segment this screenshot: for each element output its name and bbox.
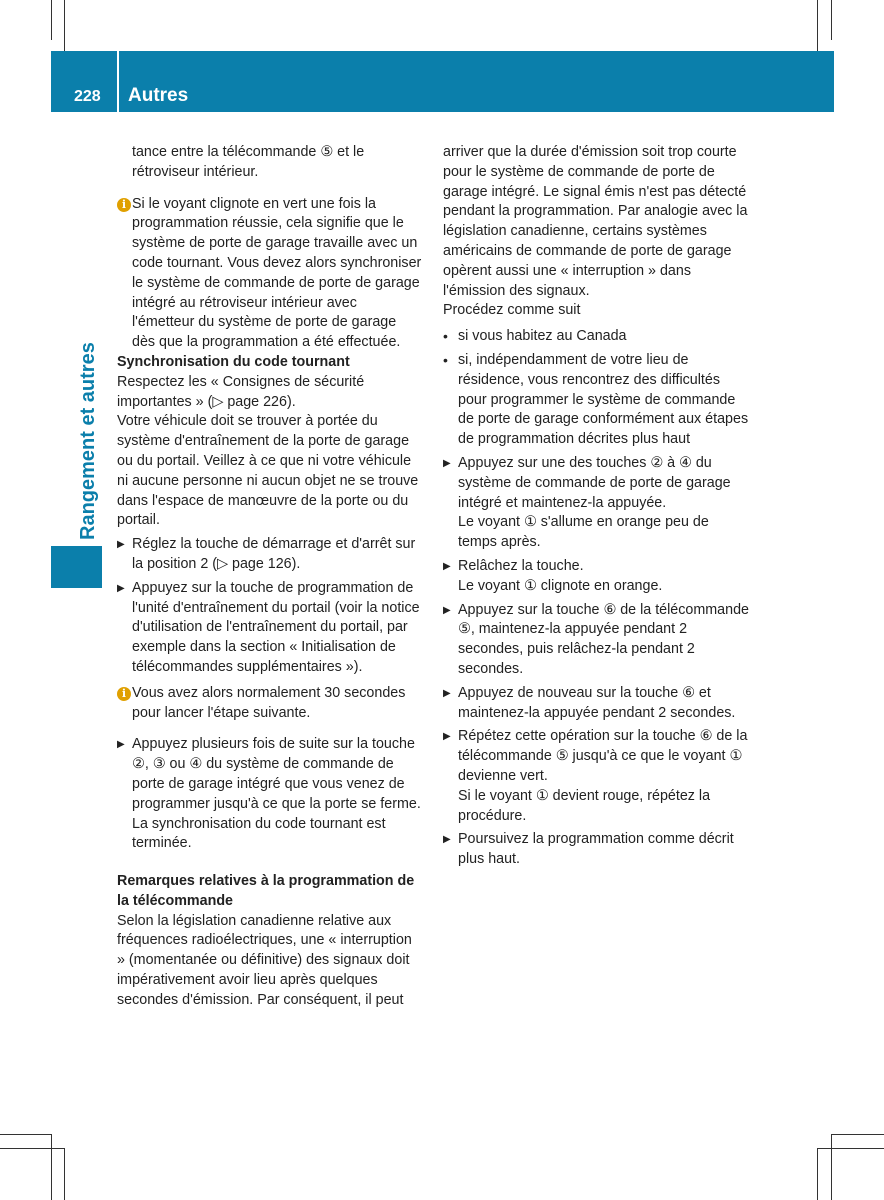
arrow-icon: ▶ (443, 457, 451, 469)
step-text: Relâchez la touche. (458, 557, 584, 574)
step-item (443, 557, 749, 597)
arrow-icon: ▶ (117, 582, 125, 594)
step-item (443, 601, 749, 680)
page-number: 228 (74, 88, 101, 105)
heading: Synchronisation du code tournant (117, 353, 350, 370)
step-result: La synchronisation du code tournant est terminée. (132, 815, 386, 852)
step-item (443, 454, 749, 553)
step-text: Appuyez sur une des touches ② à ④ du système de commande de porte de garage intégré et maintenez-la appuyée. (458, 454, 731, 511)
step-item (443, 830, 749, 870)
paragraph: Respectez les « Consignes de sécurité importantes » (▷ page 226). (117, 373, 365, 410)
crop-mark (817, 0, 818, 51)
info-text: Vous avez alors normalement 30 secondes pour lancer l'étape suivante. (132, 684, 406, 721)
side-tab-label: Rangement et autres (77, 342, 99, 540)
crop-mark (817, 1148, 884, 1149)
step-text: Répétez cette opération sur la touche ⑥ de la télécommande ⑤ jusqu'à ce que le voyant ① devienne vert. (458, 728, 748, 784)
crop-mark (64, 1148, 65, 1200)
crop-mark (831, 1134, 832, 1200)
arrow-icon: ▶ (443, 834, 451, 846)
crop-mark (817, 1148, 818, 1200)
step-result: Le voyant ① s'allume en orange peu de temps après. (458, 514, 709, 551)
paragraph: Selon la législation canadienne relative aux fréquences radioélectriques, une « interruption » (momentanée ou définitive) des signaux doit impérativement avoir lieu après quelques secondes d'émission. Par conséquent, il peut (117, 912, 412, 1008)
arrow-icon: ▶ (117, 739, 125, 751)
crop-mark (51, 1134, 52, 1200)
arrow-icon: ▶ (443, 687, 451, 699)
paragraph: arriver que la durée d'émission soit trop courte pour le système de commande de porte de garage intégré. Le signal émis n'est pas détecté pendant la programmation. Par analogie avec la législation canadienne, certains systèmes américains de commande de porte de garage opèrent aussi une « interruption » dans l'émission des signaux. (443, 144, 748, 299)
step-item (117, 579, 423, 678)
bullet-item (443, 327, 749, 347)
left-column (117, 143, 423, 1011)
step-text: Appuyez sur la touche de programmation de l'unité d'entraînement du portail (voir la notice d'utilisation de l'entraînement du portail, par exemple dans la section « Initialisation de télécommandes supplémentaires »). (132, 579, 420, 675)
bullet-text: si, indépendamment de votre lieu de résidence, vous rencontrez des difficultés pour programmer le système de commande de porte de garage conformément aux étapes de programmation décrites plus haut (458, 351, 749, 448)
paragraph: tance entre la télécommande ⑤ et le rétroviseur intérieur. (132, 144, 365, 180)
step-text: Appuyez plusieurs fois de suite sur la touche ②, ③ ou ④ du système de commande de porte de garage intégré que vous venez de programmer jusqu'à ce que la porte se ferme. (132, 736, 421, 812)
step-text: Réglez la touche de démarrage et d'arrêt sur la position 2 (▷ page 126). (132, 536, 416, 572)
step-item (443, 727, 749, 826)
step-item (117, 735, 423, 854)
paragraph: Votre véhicule doit se trouver à portée du système d'entraînement de la porte de garage ou du portail. Veillez à ce que ni votre véhicule ni aucune personne ni aucun objet ne se trouve dans l'espace de manœuvre de la porte ou du portail. (117, 413, 419, 529)
header-separator (117, 51, 119, 112)
step-text: Appuyez sur la touche ⑥ de la télécommande ⑤, maintenez-la appuyée pendant 2 secondes, puis relâchez-la pendant 2 secondes. (458, 601, 749, 677)
bullet-icon: • (443, 328, 448, 345)
step-result: Si le voyant ① devient rouge, répétez la procédure. (458, 787, 711, 824)
side-tab-marker (51, 546, 102, 588)
arrow-icon: ▶ (117, 539, 125, 551)
arrow-icon: ▶ (443, 560, 451, 572)
info-note (117, 195, 423, 353)
info-note (117, 684, 423, 724)
step-text: Appuyez de nouveau sur la touche ⑥ et maintenez-la appuyée pendant 2 secondes. (458, 684, 736, 721)
section-title: Autres (128, 85, 189, 106)
heading: Remarques relatives à la programmation de la télécommande (117, 873, 415, 909)
info-icon: i (117, 687, 131, 701)
crop-mark (831, 0, 832, 40)
info-icon: i (117, 198, 131, 212)
bullet-item (443, 351, 749, 450)
step-result: Le voyant ① clignote en orange. (458, 577, 663, 594)
step-item (443, 684, 749, 724)
arrow-icon: ▶ (443, 604, 451, 616)
paragraph: Procédez comme suit (443, 302, 581, 319)
info-text: Si le voyant clignote en vert une fois la programmation réussie, cela signifie que le système de porte de garage travaille avec un code tournant. Vous devez alors synchroniser le système de commande de porte de garage intégré au rétroviseur intérieur avec l'émetteur du système de porte de garage dès que la programmation a été effectuée. (132, 195, 422, 351)
bullet-text: si vous habitez au Canada (458, 328, 627, 345)
crop-mark (831, 1134, 884, 1135)
crop-mark (64, 0, 65, 51)
arrow-icon: ▶ (443, 731, 451, 743)
crop-mark (0, 1134, 51, 1135)
step-item (117, 535, 423, 575)
crop-mark (0, 1148, 64, 1149)
right-column (443, 143, 749, 870)
crop-mark (51, 0, 52, 40)
step-text: Poursuivez la programmation comme décrit plus haut. (458, 831, 734, 868)
bullet-icon: • (443, 351, 448, 368)
